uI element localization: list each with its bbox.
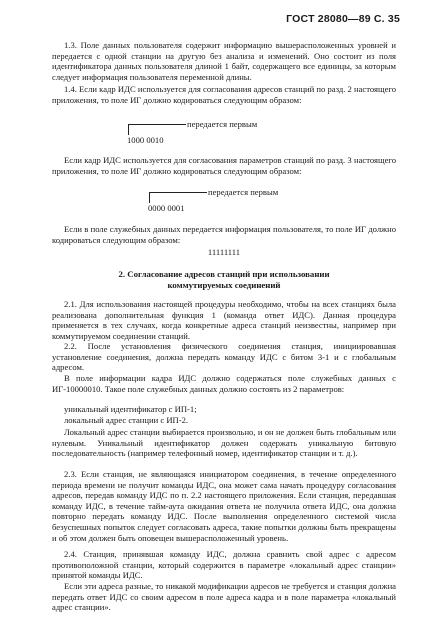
section-title <box>52 269 396 291</box>
bit-marker-line <box>149 192 207 193</box>
paragraph-local-address: Локальный адрес станции выбирается произвольно, и он не должен быть глобальным или нулевым. Уникальный идентификатор должен содержать уникальную битовую последовательность (например телефонный номер, идентификатор станции и т. д.). <box>52 427 396 459</box>
paragraph-info-field: В поле информации кадра ИДС должно содержаться поле служебных данных с ИГ-10000010. Такое поле служебных данных должно состоять из 2 параметров: <box>52 373 396 394</box>
paragraph-sect3-coding: Если кадр ИДС используется для согласования параметров станций по разд. 3 настоящего приложения, то поле ИГ должно кодироваться следующим образом: <box>52 155 396 176</box>
page-header: ГОСТ 28080—89 С. 35 <box>286 13 400 25</box>
section-title-line-2: коммутируемых соединений <box>167 280 281 290</box>
section-title-line-1: 2. Согласование адресов станций при использовании <box>118 269 330 279</box>
paragraph-1-3: 1.3. Поле данных пользователя содержит информацию вышерасположенных уровней и передается с одной станции на другую без анализа и изменений. Оно состоит из поля идентификатора данных пользователя длиной 1 байт, содержащего все единицы, за которым следует информация пользователя переменной длины. <box>52 40 396 82</box>
paragraph-1-4: 1.4. Если кадр ИДС используется для согласования адресов станций по разд. 2 настоящего приложения, то поле ИГ должно кодироваться следующим образом: <box>52 84 396 105</box>
bit-marker-line <box>128 124 186 125</box>
paragraph-user-info: Если в поле служебных данных передается информация пользователя, то поле ИГ должно кодироваться следующим образом: <box>52 224 396 245</box>
bit-code: 1000 0010 <box>127 135 164 145</box>
bit-marker <box>128 124 129 135</box>
paragraph-2-3: 2.3. Если станция, не являющаяся инициатором соединения, в течение определенного периода времени не получит команды ИДС, она может сама начать процедуру согласования адресов, передав команду ИДС по п. 2.2 настоящего приложения. Если станция, передавшая команду ИДС, в течение тайм-аута ожидания ответа не получила ответа ИДС, она должна повторно передать команду ИДС. После выполнения определенного системой числа безуспешных попыток следует согласовать адреса, такие попытки должны быть прекращены и об этом должен быть оповещен вышерасположенный уровень. <box>52 469 396 543</box>
list-item-unique-id: уникальный идентификатор с ИП-1; <box>64 404 197 414</box>
paragraph-2-1: 2.1. Для использования настоящей процедуры необходимо, чтобы на всех станциях была реализована дополнительная функция 1 (команда ответ ИДС). Данная процедура применяется в тех случаях, когда конкретные адреса станций неизвестны, например при коммутируемом соединении станций. <box>52 299 396 341</box>
bit-code: 0000 0001 <box>148 203 185 213</box>
bit-code-all-ones: 11111111 <box>207 247 241 257</box>
paragraph-2-4: 2.4. Станция, принявшая команду ИДС, должна сравнить свой адрес с адресом противоположной станции, который содержится в параметре «локальный адрес станции» принятой команды ИДС. <box>52 549 396 581</box>
transmitted-first-label: передается первым <box>187 119 258 129</box>
paragraph-2-2: 2.2. После установления физического соединения станция, инициировавшая установление соединения, должна передать команду ИДС с битом 3-1 и с глобальным адресом. <box>52 341 396 373</box>
list-item-local-address: локальный адрес станции с ИП-2. <box>64 415 189 425</box>
transmitted-first-label: передается первым <box>208 187 279 197</box>
paragraph-addresses-differ: Если эти адреса разные, то никакой модификации адресов не требуется и станция должна передать ответ ИДС со своим адресом в поле адреса кадра и в поле параметра «локальный адрес станции». <box>52 581 396 613</box>
bit-marker <box>149 192 150 203</box>
